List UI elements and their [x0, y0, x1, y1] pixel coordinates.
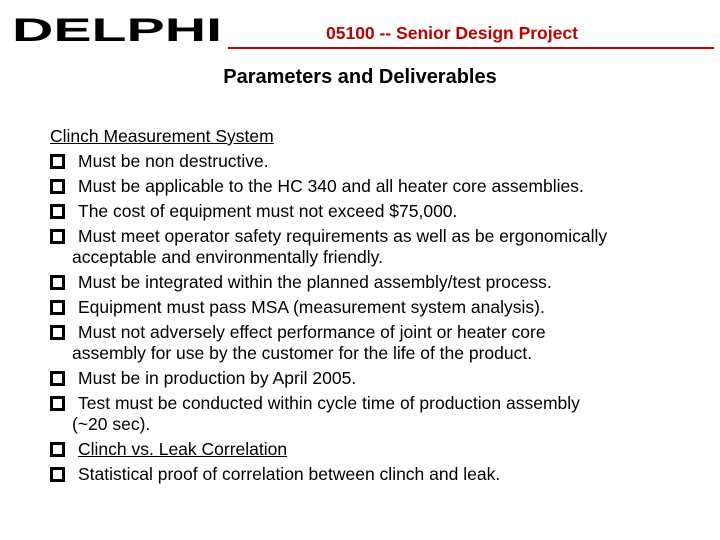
hollow-square-bullet-icon — [50, 442, 65, 457]
bullet-item — [50, 297, 710, 318]
header-divider — [228, 47, 714, 49]
bullet-text-continued: (~20 sec). — [72, 414, 151, 434]
hollow-square-bullet-icon — [50, 154, 65, 169]
bullet-text: Must meet operator safety requirements as well as be ergonomically — [78, 226, 608, 246]
bullet-item — [50, 226, 710, 268]
bullet-text-continued: acceptable and environmentally friendly. — [72, 247, 383, 267]
delphi-logo-text: DELPHI — [12, 16, 222, 44]
bullet-text: Equipment must pass MSA (measurement system analysis). — [78, 297, 545, 317]
bullet-item — [50, 151, 710, 172]
hollow-square-bullet-icon — [50, 300, 65, 315]
hollow-square-bullet-icon — [50, 229, 65, 244]
header-title: 05100 -- Senior Design Project — [326, 23, 578, 43]
bullet-item — [50, 439, 710, 460]
bullet-item — [50, 464, 710, 485]
bullet-text: Must be non destructive. — [78, 151, 269, 171]
bullet-item — [50, 322, 710, 364]
bullet-text: Test must be conducted within cycle time of production assembly — [78, 393, 580, 413]
slide-content — [50, 126, 710, 489]
hollow-square-bullet-icon — [50, 204, 65, 219]
hollow-square-bullet-icon — [50, 275, 65, 290]
bullet-text: The cost of equipment must not exceed $75,000. — [78, 201, 458, 221]
sub-heading-clinch-vs-leak: Clinch vs. Leak Correlation — [78, 439, 288, 459]
bullet-text: Must be applicable to the HC 340 and all heater core assemblies. — [78, 176, 584, 196]
slide-title: Parameters and Deliverables — [223, 66, 497, 88]
hollow-square-bullet-icon — [50, 467, 65, 482]
hollow-square-bullet-icon — [50, 179, 65, 194]
section-heading: Clinch Measurement System — [50, 126, 274, 146]
bullet-item — [50, 272, 710, 293]
bullet-item — [50, 201, 710, 222]
bullet-text: Must be in production by April 2005. — [78, 368, 357, 388]
bullet-item — [50, 176, 710, 197]
hollow-square-bullet-icon — [50, 396, 65, 411]
hollow-square-bullet-icon — [50, 371, 65, 386]
delphi-logo-icon — [12, 16, 224, 44]
bullet-text: Must not adversely effect performance of joint or heater core — [78, 322, 546, 342]
bullet-item — [50, 393, 710, 435]
hollow-square-bullet-icon — [50, 325, 65, 340]
bullet-item — [50, 368, 710, 389]
bullet-text: Must be integrated within the planned assembly/test process. — [78, 272, 552, 292]
bullet-text-continued: assembly for use by the customer for the life of the product. — [72, 343, 533, 363]
bullet-text: Statistical proof of correlation between clinch and leak. — [78, 464, 501, 484]
